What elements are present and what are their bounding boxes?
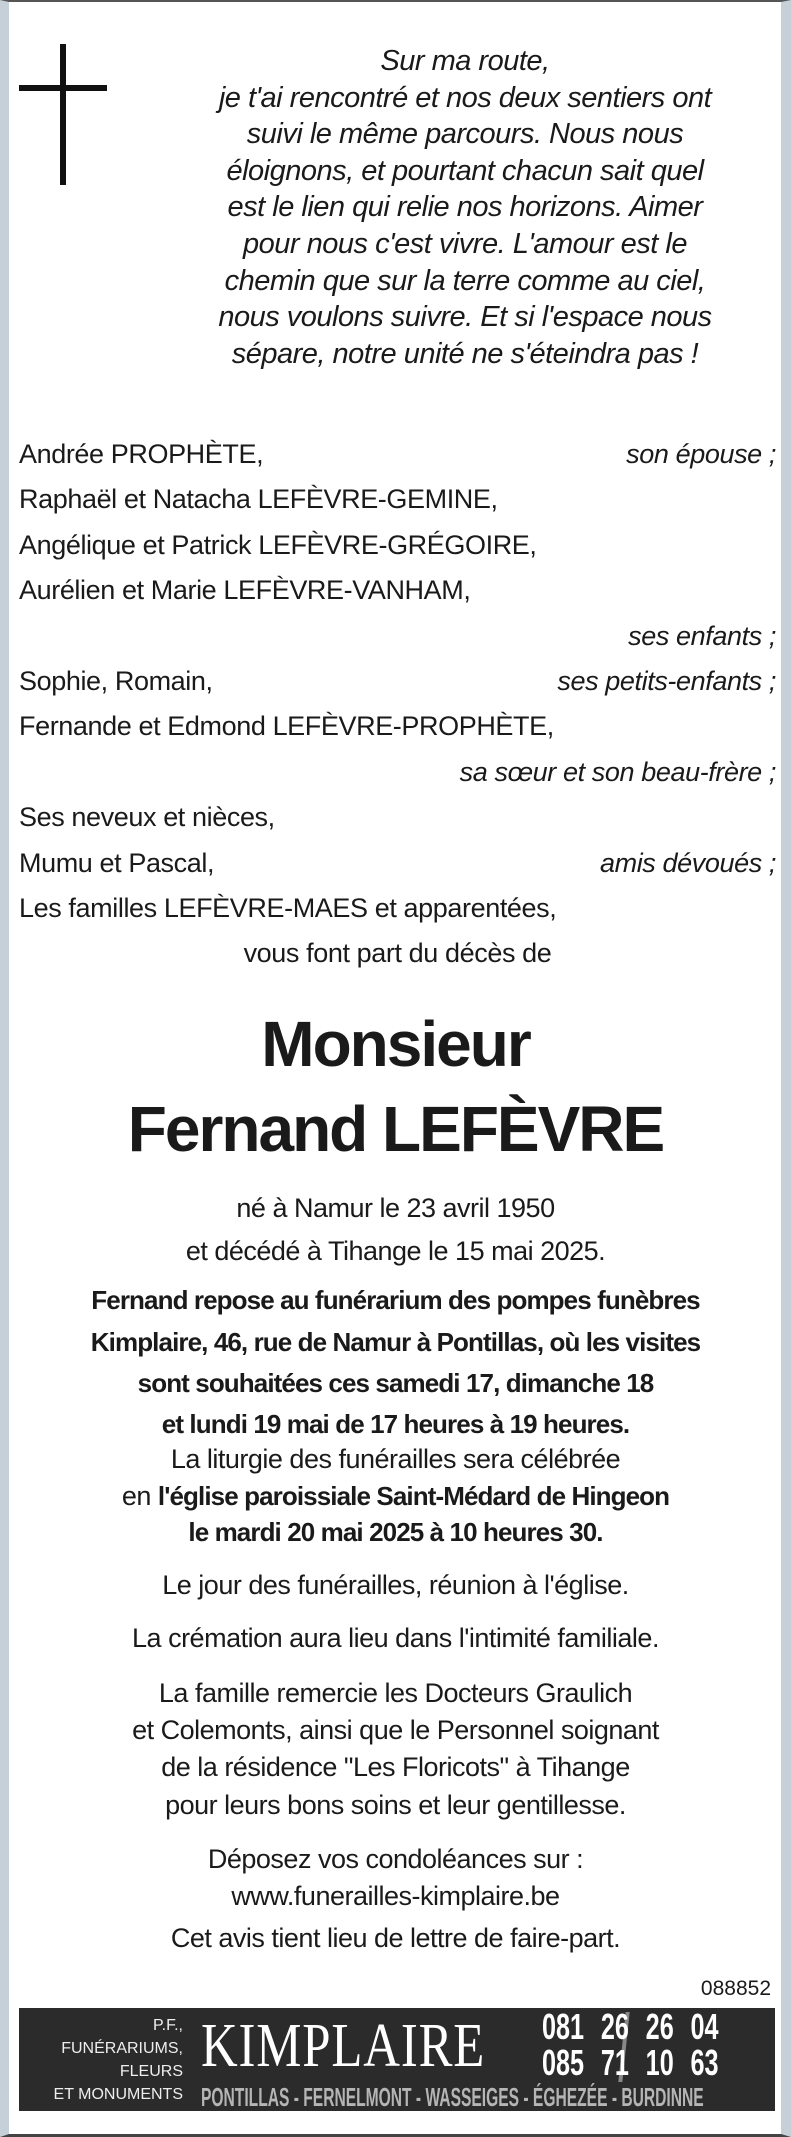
- family-member: Aurélien et Marie LEFÈVRE-VANHAM,: [19, 575, 471, 606]
- poem: Sur ma route, je t'ai rencontré et nos deux sentiers ont suivi le même parcours. Nous nous éloignons, et pourtant chacun sait quel est le lien qui relie nos horizons. Aimer pour nous c'est vivre. L'amour est le chemin que sur la terre comme au ciel, nous voulons suivre. Et si l'espace nous sépare, notre unité ne s'éteindra pas !: [218, 45, 712, 370]
- visits-line: Kimplaire, 46, rue de Namur à Pontillas, où les visites: [90, 1327, 701, 1357]
- family-row: [19, 704, 776, 749]
- family-member: Andrée PROPHÈTE,: [19, 439, 264, 469]
- family-member: Mumu et Pascal,: [19, 847, 215, 878]
- services-text: P.F., FUNÉRARIUMS, FLEURS ET MONUMENTS: [53, 2017, 183, 2103]
- family-row: [19, 659, 776, 704]
- relation: ses petits-enfants ;: [557, 665, 776, 696]
- condolences-line: Déposez vos condoléances sur :: [207, 1844, 584, 1874]
- family-member: Fernande et Edmond LEFÈVRE-PROPHÈTE,: [19, 711, 554, 742]
- family-row: [19, 795, 776, 840]
- meeting-line: Le jour des funérailles, réunion à l'église.: [162, 1570, 629, 1600]
- family-row: [19, 568, 776, 613]
- family-list: [19, 432, 776, 977]
- announcement: vous font part du décès de: [243, 938, 552, 969]
- brand-logo: KIMPLAIRE: [201, 2012, 486, 2080]
- deceased-name: Fernand LEFÈVRE: [127, 1093, 664, 1165]
- birth-line: né à Namur le 23 avril 1950: [236, 1193, 555, 1223]
- family-member: Les familles LEFÈVRE-MAES et apparentées,: [19, 892, 557, 923]
- family-member: Raphaël et Natacha LEFÈVRE-GEMINE,: [19, 484, 498, 515]
- family-row: [19, 523, 776, 568]
- church: l'église paroissiale Saint-Médard de Hingeon: [157, 1481, 670, 1511]
- towns-list: PONTILLAS - FERNELMONT - WASSEIGES - ÉGHEZÉE - BURDINNE: [201, 2082, 704, 2112]
- website-link[interactable]: www.funerailles-kimplaire.be: [231, 1881, 560, 1911]
- family-row: [19, 477, 776, 522]
- family-member: Sophie, Romain,: [19, 665, 213, 696]
- thanks-line: La famille remercie les Docteurs Graulich: [158, 1678, 633, 1708]
- notice-line: Cet avis tient lieu de lettre de faire-part.: [170, 1923, 621, 1953]
- liturgy-line: en l'église paroissiale Saint-Médard de Hingeon: [121, 1481, 670, 1511]
- phone-numbers: 081 26 26 04 085 71 10 63: [542, 2006, 719, 2083]
- family-row: [19, 614, 776, 659]
- family-row: [19, 886, 776, 931]
- visits-line: sont souhaitées ces samedi 17, dimanche 18: [137, 1368, 654, 1398]
- family-member: Angélique et Patrick LEFÈVRE-GRÉGOIRE,: [19, 529, 537, 560]
- relation: ses enfants ;: [628, 620, 776, 651]
- liturgy-date: le mardi 20 mai 2025 à 10 heures 30.: [188, 1517, 603, 1547]
- visits-line: et lundi 19 mai de 17 heures à 19 heures.: [161, 1409, 630, 1439]
- family-member: Ses neveux et nièces,: [19, 802, 275, 833]
- cremation-line: La crémation aura lieu dans l'intimité familiale.: [132, 1623, 659, 1653]
- title: Monsieur: [261, 1008, 530, 1080]
- thanks-line: de la résidence "Les Floricots" à Tihange: [161, 1752, 630, 1782]
- liturgy-line: La liturgie des funérailles sera célébrée: [170, 1444, 621, 1474]
- visits-line: Fernand repose au funérarium des pompes funèbres: [91, 1285, 700, 1315]
- relation: sa sœur et son beau-frère ;: [459, 756, 776, 787]
- relation: son épouse ;: [626, 439, 776, 469]
- family-row: [19, 750, 776, 795]
- family-row: [19, 432, 776, 477]
- thanks-line: et Colemonts, ainsi que le Personnel soignant: [132, 1715, 659, 1745]
- family-row: [19, 841, 776, 886]
- death-line: et décédé à Tihange le 15 mai 2025.: [185, 1236, 606, 1266]
- thanks-line: pour leurs bons soins et leur gentillesse.: [165, 1790, 626, 1820]
- reference-number: 088852: [700, 1977, 771, 2000]
- funeral-home-banner: [19, 2008, 775, 2111]
- relation: amis dévoués ;: [600, 847, 776, 878]
